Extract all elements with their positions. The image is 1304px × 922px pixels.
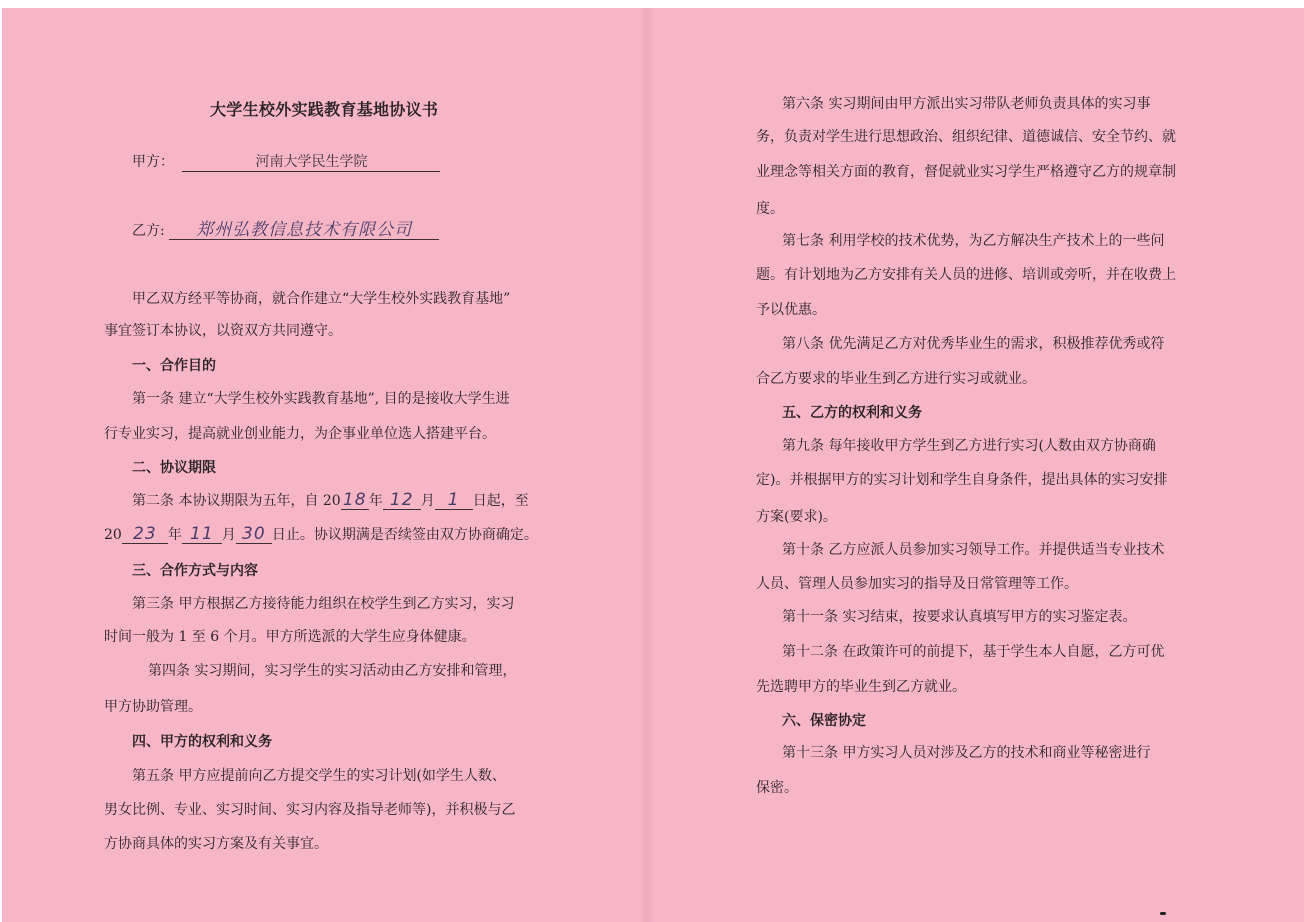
article-7-line-2: 题。有计划地为乙方安排有关人员的进修、培训或旁听，并在收费上 — [756, 267, 1176, 283]
party-b-label: 乙方: — [132, 223, 165, 239]
month-char: 月 — [221, 527, 236, 543]
article-9-line-1: 第九条 每年接收甲方学生到乙方进行实习(人数由双方协商确 — [782, 438, 1156, 454]
article-13-line-2: 保密。 — [756, 780, 798, 796]
month-char: 月 — [420, 493, 435, 509]
section-1-heading: 一、合作目的 — [132, 358, 216, 374]
article-6-line-4: 度。 — [756, 201, 784, 217]
year-char: 年 — [167, 527, 182, 543]
century-prefix: 20 — [104, 527, 122, 543]
year-char: 年 — [368, 493, 383, 509]
scan-speck — [1160, 912, 1166, 915]
start-month-field: 12 — [383, 491, 421, 510]
article-12-line-1: 第十二条 在政策许可的前提下，基于学生本人自愿，乙方可优 — [782, 644, 1165, 660]
article-8-line-2: 合乙方要求的毕业生到乙方进行实习或就业。 — [756, 371, 1036, 387]
intro-line-2: 事宜签订本协议，以资双方共同遵守。 — [104, 323, 342, 339]
intro-line-1: 甲乙双方经平等协商，就合作建立“大学生校外实践教育基地” — [132, 291, 511, 307]
article-3-line-1: 第三条 甲方根据乙方接待能力组织在校学生到乙方实习，实习 — [132, 596, 515, 612]
start-day-field: 1 — [435, 491, 473, 510]
article-4-line-1: 第四条 实习期间，实习学生的实习活动由乙方安排和管理， — [148, 663, 517, 679]
section-3-heading: 三、合作方式与内容 — [132, 563, 258, 579]
start-year-field: 18 — [341, 491, 369, 510]
article-10-line-1: 第十条 乙方应派人员参加实习领导工作。并提供适当专业技术 — [782, 542, 1165, 558]
article-4-line-2: 甲方协助管理。 — [104, 699, 202, 715]
article-2-line-2 — [104, 525, 538, 544]
section-6-heading: 六、保密协定 — [782, 713, 866, 729]
article-10-line-2: 人员、管理人员参加实习的指导及日常管理等工作。 — [756, 576, 1078, 592]
article-13-line-1: 第十三条 甲方实习人员对涉及乙方的技术和商业等秘密进行 — [782, 745, 1151, 761]
party-b-row — [132, 221, 439, 240]
article-1-line-2: 行专业实习，提高就业创业能力，为企事业单位选人搭建平台。 — [104, 426, 496, 442]
article-9-line-2: 定)。并根据甲方的实习计划和学生自身条件，提出具体的实习安排 — [756, 472, 1168, 488]
party-b-signature: 郑州弘教信息技术有限公司 — [169, 221, 439, 240]
party-a-row — [132, 153, 440, 172]
article-7-line-1: 第七条 利用学校的技术优势，为乙方解决生产技术上的一些问 — [782, 233, 1165, 249]
page-fold — [640, 8, 654, 922]
article-9-line-3: 方案(要求)。 — [756, 509, 837, 525]
section-4-heading: 四、甲方的权利和义务 — [132, 734, 272, 750]
article-2-text-b: 日起，至 — [472, 493, 529, 509]
article-12-line-2: 先选聘甲方的毕业生到乙方就业。 — [756, 679, 966, 695]
article-5-line-1: 第五条 甲方应提前向乙方提交学生的实习计划(如学生人数、 — [132, 768, 506, 784]
section-5-heading: 五、乙方的权利和义务 — [782, 405, 922, 421]
article-8-line-1: 第八条 优先满足乙方对优秀毕业生的需求，积极推荐优秀或符 — [782, 336, 1165, 352]
party-a-value: 河南大学民生学院 — [182, 153, 440, 172]
party-a-label: 甲方： — [132, 154, 174, 170]
article-2-line-1 — [132, 491, 529, 510]
article-2-text-c: 日止。协议期满是否续签由双方协商确定。 — [271, 527, 538, 543]
article-1-line-1: 第一条 建立“大学生校外实践教育基地”, 目的是接收大学生进 — [132, 391, 510, 407]
article-2-text-a: 第二条 本协议期限为五年，自 20 — [132, 493, 341, 509]
article-6-line-1: 第六条 实习期间由甲方派出实习带队老师负责具体的实习事 — [782, 96, 1151, 112]
article-6-line-3: 业理念等相关方面的教育，督促就业实习学生严格遵守乙方的规章制 — [756, 164, 1176, 180]
end-day-field: 30 — [236, 525, 272, 544]
end-year-field: 23 — [122, 525, 168, 544]
end-month-field: 11 — [182, 525, 222, 544]
article-5-line-2: 男女比例、专业、实习时间、实习内容及指导老师等)，并积极与乙 — [104, 802, 516, 818]
article-3-line-2: 时间一般为 1 至 6 个月。甲方所选派的大学生应身体健康。 — [104, 629, 476, 645]
section-2-heading: 二、协议期限 — [132, 460, 216, 476]
article-7-line-3: 予以优惠。 — [756, 302, 826, 318]
article-5-line-3: 方协商具体的实习方案及有关事宜。 — [104, 836, 328, 852]
article-6-line-2: 务，负责对学生进行思想政治、组织纪律、道德诚信、安全节约、就 — [756, 129, 1176, 145]
document-title: 大学生校外实践教育基地协议书 — [210, 100, 439, 119]
article-11-line: 第十一条 实习结束，按要求认真填写甲方的实习鉴定表。 — [782, 609, 1137, 625]
